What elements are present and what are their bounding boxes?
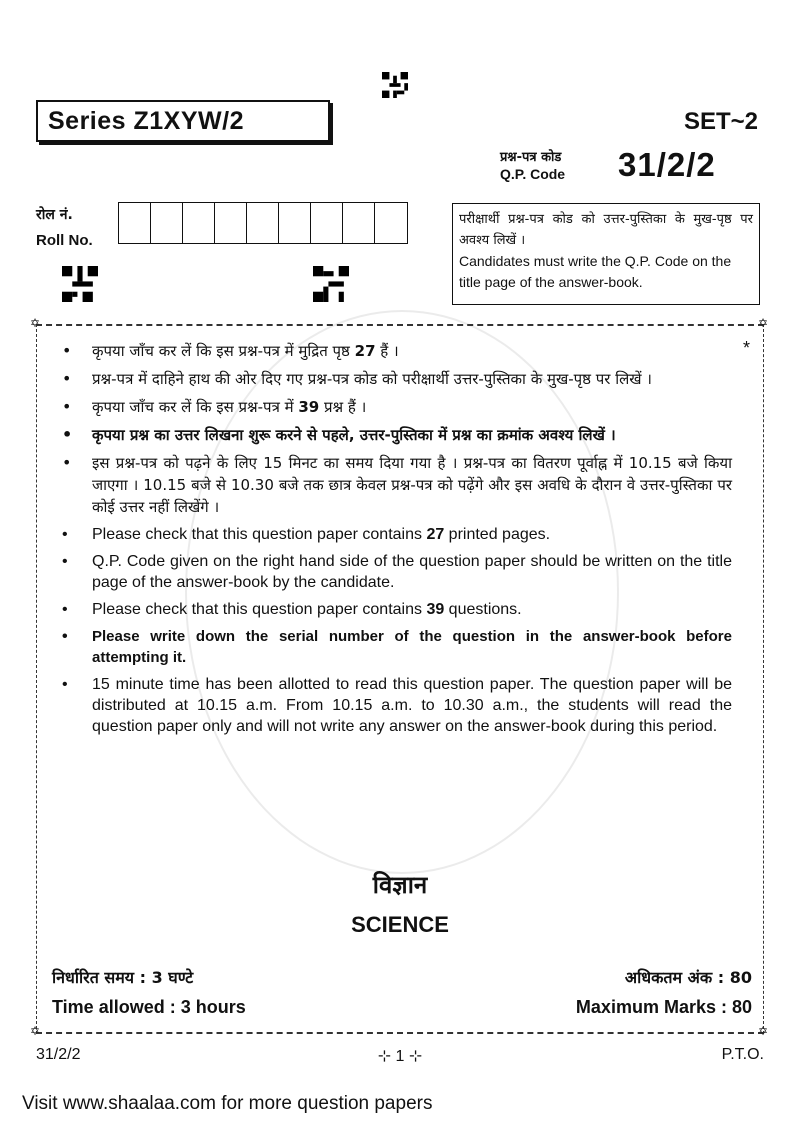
corner-star-icon: ✡ bbox=[30, 1024, 41, 1038]
set-label: SET~2 bbox=[683, 108, 758, 135]
bullet-icon: • bbox=[62, 553, 68, 570]
pto-label: P.T.O. bbox=[721, 1046, 764, 1063]
qr-code-icon bbox=[382, 72, 408, 98]
visit-website-text: Visit www.shaalaa.com for more question papers bbox=[22, 1093, 433, 1114]
qp-code-label-hindi: प्रश्न-पत्र कोड bbox=[500, 150, 562, 165]
qp-code-label: Q.P. Code bbox=[500, 166, 566, 182]
roll-number-label-hindi: रोल नं. bbox=[36, 207, 73, 223]
list-item: • 15 minute time has been allotted to read this question paper. The question paper will be distributed at 10.15 a.m. From 10.15 a.m. to 10.30 a.m., the students will read the question paper only and will not write any answer on the answer-book during this period. bbox=[62, 676, 732, 735]
list-item: • Please check that this question paper contains 39 questions. bbox=[62, 601, 522, 618]
candidate-notice-box bbox=[452, 203, 760, 305]
bullet-icon: • bbox=[62, 341, 72, 360]
roll-digit-box[interactable] bbox=[311, 203, 343, 243]
list-item: • प्रश्न-पत्र में दाहिने हाथ की ओर दिए गए प्रश्न-पत्र कोड को परीक्षार्थी उत्तर-पुस्तिका के मुख-पृष्ठ पर लिखें । bbox=[62, 369, 652, 388]
subject-title-hindi: विज्ञान bbox=[372, 871, 428, 899]
notice-english: Candidates must write the Q.P. Code on the title page of the answer-book. bbox=[459, 253, 732, 290]
roll-digit-box[interactable] bbox=[215, 203, 247, 243]
list-item: • Q.P. Code given on the right hand side of the question paper should be written on the title page of the answer-book by the candidate. bbox=[62, 553, 732, 591]
roll-digit-box[interactable] bbox=[375, 203, 407, 243]
list-item: • इस प्रश्न-पत्र को पढ़ने के लिए 15 मिनट का समय दिया गया है । प्रश्न-पत्र का वितरण पूर्वाह्न में 10.15 बजे किया जाएगा । 10.15 बजे से 10.30 बजे तक छात्र केवल प्रश्न-पत्र को पढ़ेंगे और इस अवधि के दौरान वे उत्तर-पुस्तिका पर कोई उत्तर नहीं लिखेंगे । bbox=[62, 453, 732, 516]
bullet-icon: • bbox=[62, 369, 72, 388]
qr-code-left-icon bbox=[62, 266, 98, 302]
roll-digit-box[interactable] bbox=[247, 203, 279, 243]
list-item: • कृपया प्रश्न का उत्तर लिखना शुरू करने से पहले, उत्तर-पुस्तिका में प्रश्न का क्रमांक अवश्य लिखें । bbox=[62, 425, 616, 444]
roll-number-label: Roll No. bbox=[36, 232, 93, 249]
list-item: • कृपया जाँच कर लें कि इस प्रश्न-पत्र में 39 प्रश्न हैं । bbox=[62, 397, 367, 416]
roll-digit-box[interactable] bbox=[343, 203, 375, 243]
bullet-icon: • bbox=[62, 601, 68, 618]
roll-number-boxes[interactable] bbox=[118, 202, 408, 244]
bullet-icon: • bbox=[62, 526, 68, 543]
bullet-icon: • bbox=[62, 453, 72, 472]
series-label: Series Z1XYW/2 bbox=[36, 100, 330, 142]
corner-star-icon: ✡ bbox=[758, 316, 769, 330]
footer-qp-code: 31/2/2 bbox=[36, 1046, 81, 1063]
bullet-icon: • bbox=[62, 397, 72, 416]
qr-code-right-icon bbox=[313, 266, 349, 302]
subject-title: SCIENCE bbox=[351, 912, 449, 937]
time-allowed: Time allowed : 3 hours bbox=[52, 997, 246, 1017]
bullet-icon: • bbox=[62, 628, 68, 645]
corner-star-icon: ✡ bbox=[30, 316, 41, 330]
list-item: • कृपया जाँच कर लें कि इस प्रश्न-पत्र में मुद्रित पृष्ठ 27 हैं । bbox=[62, 341, 399, 360]
roll-digit-box[interactable] bbox=[119, 203, 151, 243]
asterisk-mark: * bbox=[742, 338, 750, 358]
roll-digit-box[interactable] bbox=[151, 203, 183, 243]
maximum-marks: Maximum Marks : 80 bbox=[575, 997, 752, 1017]
instructions-list bbox=[62, 340, 732, 743]
roll-digit-box[interactable] bbox=[183, 203, 215, 243]
qp-code-value: 31/2/2 bbox=[618, 146, 716, 183]
list-item: • Please write down the serial number of the question in the answer-book before attempting it. bbox=[62, 628, 732, 666]
time-allowed-hindi: निर्धारित समय : 3 घण्टे bbox=[52, 968, 194, 987]
maximum-marks-hindi: अधिकतम अंक : 80 bbox=[624, 968, 752, 987]
list-item: • Please check that this question paper contains 27 printed pages. bbox=[62, 526, 551, 543]
roll-digit-box[interactable] bbox=[279, 203, 311, 243]
corner-star-icon: ✡ bbox=[758, 1024, 769, 1038]
page-number: ⊹ 1 ⊹ bbox=[377, 1048, 423, 1065]
notice-hindi: परीक्षार्थी प्रश्न-पत्र कोड को उत्तर-पुस्तिका के मुख-पृष्ठ पर अवश्य लिखें । bbox=[459, 212, 753, 248]
bullet-icon: • bbox=[62, 425, 73, 444]
bullet-icon: • bbox=[62, 676, 68, 693]
